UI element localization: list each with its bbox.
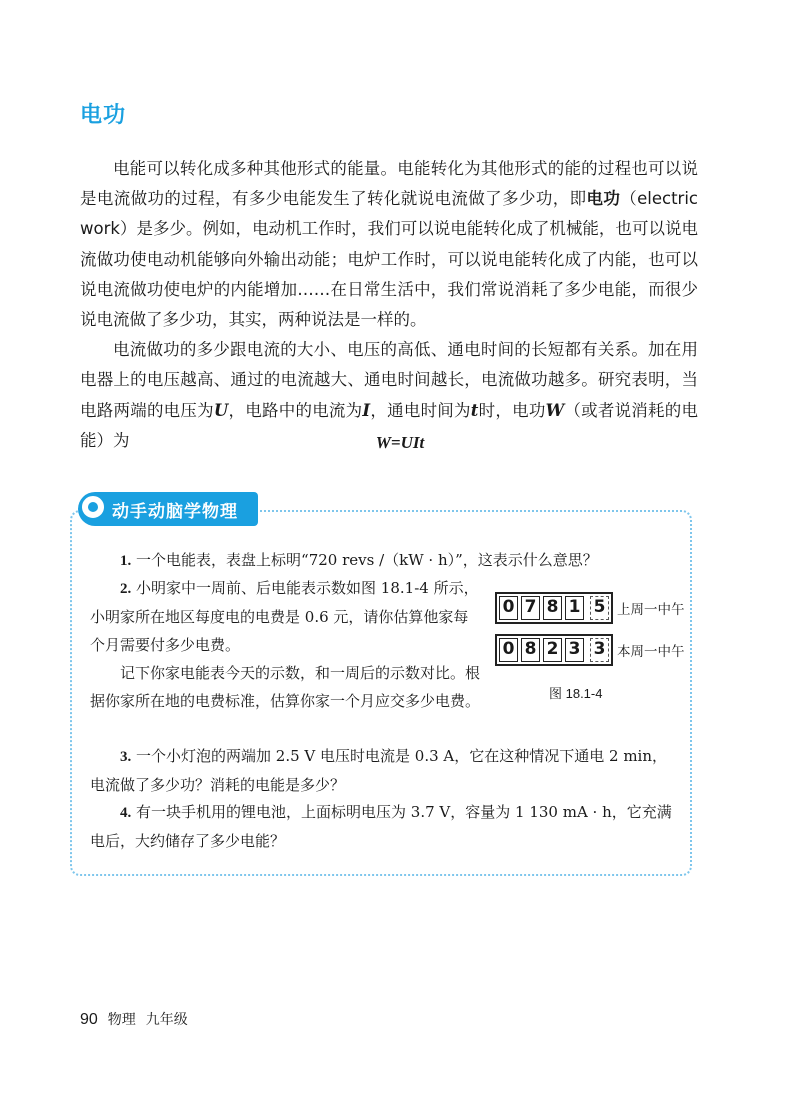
target-icon — [80, 494, 106, 520]
footer-grade: 九年级 — [145, 1012, 188, 1028]
question-2 — [90, 574, 480, 715]
meter-display — [495, 592, 613, 624]
question-4-text: 有一块手机用的锂电池，上面标明电压为 3.7 V，容量为 1 130 mA · h，它充满电后，大约储存了多少电能？ — [90, 803, 672, 850]
paragraph-1-text-b: （electric work）是多少。例如，电动机工作时，我们可以说电能转化成了机械能，也可以说电流做功使电动机能够向外输出动能；电炉工作时，可以说电能转化成了内能，也可以说电流做功使电炉的内能增加……在日常生活中，我们常说消耗了多少电能，而很少说电流做了多少功，其实，两种说法是一样的。 — [80, 189, 699, 330]
question-4 — [90, 798, 680, 855]
meter-digit: 2 — [543, 638, 562, 662]
meter-display — [495, 634, 613, 666]
question-1-text: 一个电能表，表盘上标明“720 revs /（kW · h）”，这表示什么意思？ — [136, 551, 598, 569]
body-text — [80, 154, 698, 456]
symbol-I: I — [362, 400, 371, 420]
question-3 — [90, 742, 680, 799]
meter-label: 上周一中午 — [617, 602, 685, 618]
question-2-number: 2. — [120, 581, 132, 597]
question-3-text: 一个小灯泡的两端加 2.5 V 电压时电流是 0.3 A，它在这种情况下通电 2 min，电流做了多少功？消耗的电能是多少？ — [90, 747, 668, 794]
question-1-number: 1. — [120, 553, 132, 569]
paragraph-2-text-b: ，电路中的电流为 — [228, 400, 363, 420]
question-3-number: 3. — [120, 749, 132, 765]
question-1 — [90, 546, 680, 575]
meter-digit: 8 — [543, 596, 562, 620]
footer-subject: 物理 — [107, 1012, 136, 1028]
meter-last-week — [495, 592, 685, 624]
meter-digit-fraction: 3 — [590, 638, 609, 662]
paragraph-2-text-d: 时，电功 — [478, 400, 546, 420]
meter-this-week — [495, 634, 685, 666]
symbol-W: W — [545, 400, 565, 420]
meter-digit: 0 — [499, 638, 518, 662]
meter-label: 本周一中午 — [617, 644, 685, 660]
question-2-text: 小明家中一周前、后电能表示数如图 18.1-4 所示，小明家所在地区每度电的电费是 0.6 元，请你估算他家每个月需要付多少电费。 — [90, 579, 479, 654]
section-title: 电功 — [80, 103, 127, 128]
paragraph-1-text-a: 电能可以转化成多种其他形式的能量。电能转化为其他形式的能的过程也可以说是电流做功的过程，有多少电能发生了转化就说电流做了多少功，即 — [80, 159, 698, 209]
page-number: 90 — [80, 1011, 98, 1028]
figure-caption: 图 18.1-4 — [549, 686, 603, 701]
symbol-U: U — [213, 400, 229, 420]
formula-electric-work: W=UIt — [375, 433, 425, 452]
paragraph-1 — [80, 154, 698, 335]
meter-digit-fraction: 5 — [590, 596, 609, 620]
meter-digit: 0 — [499, 596, 518, 620]
question-2-extra: 记下你家电能表今天的示数，和一周后的示数对比。根据你家所在地的电费标准，估算你家一个月应交多少电费。 — [90, 664, 481, 710]
meter-digit: 8 — [521, 638, 540, 662]
meter-digit: 3 — [565, 638, 584, 662]
meter-digit: 7 — [521, 596, 540, 620]
activity-title: 动手动脑学物理 — [112, 502, 238, 522]
page-footer — [80, 1009, 188, 1029]
question-4-number: 4. — [120, 805, 132, 821]
paragraph-2-text-e: （或者说消耗的电能）为 — [80, 400, 699, 450]
meter-digit: 1 — [565, 596, 584, 620]
term-electric-work: 电功 — [586, 189, 621, 209]
paragraph-2-text-a: 电流做功的多少跟电流的大小、电压的高低、通电时间的长短都有关系。加在用电器上的电压越高、通过的电流越大、通电时间越长，电流做功越多。研究表明，当电路两端的电压为 — [80, 340, 698, 420]
paragraph-2-text-c: ，通电时间为 — [370, 400, 471, 420]
symbol-t: t — [470, 400, 479, 420]
